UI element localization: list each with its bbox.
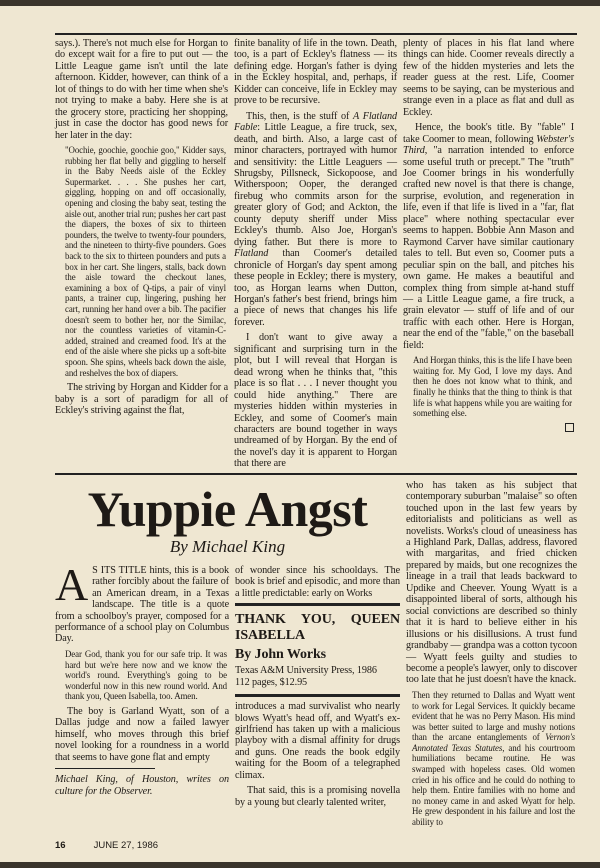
article-column-3 [406, 480, 577, 832]
byline: By Michael King [169, 536, 286, 556]
prev-article-column-3 [403, 38, 574, 432]
article-left-part [55, 475, 400, 808]
book-title: Flatland [234, 248, 269, 260]
book-title: Webster's Third [403, 133, 574, 157]
lead-paragraph [55, 558, 229, 645]
article-left-columns [55, 558, 400, 808]
text: Then they returned to Dallas and Wyatt went to work for Legal Services. It quickly became evident that he was no Perry Mason. His mind was better suited to large and mushy notions than the arcane entanglements of [412, 689, 575, 743]
end-of-article-mark [565, 423, 574, 432]
text: , "a narration intended to enforce some useful truth or precept." The "truth" Joe Coomer brings in his wonderfully crafted new novel is that there is change, surprise, evolution, and regeneration in life, even if that life is lived in a "far, flat place" where nothing spectacular ever seems to happen. Bobbie Ann Mason and Raymond Carver have similar cautionary tales to tell. But even so, Coomer puts a peculiar spin on the ball, and pitches his own game. He makes a beautiful and complex thing from simple at-hand stuff — a Little League game, a fire truck, a grain elevator — stuff of life and of our traffic with each other. Here is Horgan, near the end of the "fable," on the baseball field: [403, 145, 574, 351]
page-footer [55, 840, 577, 862]
paragraph [403, 122, 574, 351]
block-quote: And Horgan thinks, this is the life I have been waiting for. My God, I love my days. And then he does not know what to think, and finally he thinks that the thing to think is that life is what happens while you are waiting for something else. [413, 355, 572, 419]
block-quote [412, 690, 575, 828]
prev-article-column-2 [234, 38, 397, 470]
paragraph [234, 111, 397, 329]
text: : Little League, a fire truck, sex, death, and birth. Also, a large cast of minor characters, portrayed with humor and sensitivity: the Little Leaguers — Shrugsby, Pillsneck, Sickopoose, and Witherspoon; Ooper, the deranged firebug who commits arson for the greater glory of God; and Ackton, the county deputy sheriff under Miss Eckley's thumb. Also Joe, Horgan's dying father. But there is more to [234, 122, 397, 248]
article-column-1 [55, 558, 229, 797]
page-number: 16 [55, 839, 66, 851]
book-box-top-rule [235, 603, 400, 606]
article-column-2 [235, 565, 400, 808]
text: Hence, the book's title. By "fable" I take Coomer to mean, following [403, 122, 574, 145]
text: hints, this is a book rather forcibly about the failure of an American dream, in a Texas landscape. The title is a quote from a schoolboy's prayer, composed for a performance of a school play on Columbus Day. [55, 564, 229, 645]
text: This, then, is the stuff of [246, 110, 354, 122]
bio-rule [55, 768, 155, 769]
book-author: By John Works [235, 647, 327, 663]
paragraph: The boy is Garland Wyatt, son of a Dallas judge and now a failed lawyer himself, who moves through this brief novel looking for a roundness in a world that seems to have gone flat and empty [55, 705, 229, 763]
book-publisher: Texas A&M University Press, 1986 [235, 665, 377, 677]
paragraph: The striving by Horgan and Kidder for a baby is a sort of paradigm for all of Eckley's striving against the flat, [55, 382, 228, 417]
prev-article [55, 38, 577, 470]
article-title: Yuppie Angst [87, 480, 368, 537]
paragraph: That said, this is a promising novella by a young but clearly talented writer, [235, 785, 400, 808]
top-rule [55, 33, 577, 35]
issue-date: JUNE 27, 1986 [93, 839, 159, 851]
paragraph: of wonder since his schooldays. The book is brief and episodic, and more than a little predictable: early on Works [235, 564, 400, 599]
author-bio: Michael King, of Houston, writes on culture for the Observer. [55, 774, 229, 797]
prev-article-column-1 [55, 38, 228, 417]
text: , and his courtroom humiliations became routine. He was swamped with hopeless cases. Old women cried in his office and he could do nothing to help them. Entire families with no home and no money came in and asked Wyatt for help. He grew despondent in his failure and lost the ability to [412, 742, 575, 828]
article [55, 475, 577, 832]
book-info-box [235, 612, 400, 688]
paragraph: I don't want to give away a significant and surprising turn in the plot, but I will reveal that Horgan is dead wrong when he thinks that, "this place is so flat . . . I never thought you could hide anything." There are mysteries hidden within mysteries in Eckley, and some of Coomer's main characters are bound together in ways undreamed of by Horgan. By the end of the novel's day it is apparent to Horgan that there are [234, 332, 397, 470]
block-quote: "Oochie, goochie, goochie goo," Kidder says, rubbing her flat belly and giggling to herself in the Baby Needs aisle of the Eckley Supermarket. . . . She pushes her cart, giggling, hopping on and off occasionally, opening and closing the baby seat, testing the aisle out, another trial run; pushes her cart past the diapers, the boxes of six to thirteen pounders, the twelve to twenty-four pounders, and the nineteen to thirty-five pounders. Goes back to the six to thirteen pounders and puts a box in her cart. She lingers, stalls, back down the aisle toward the checkout lanes, examining a box of Q-tips, a pair of vinyl pants, a trainer cup, lingering, pushing her cart, running her hand over a bib. The pacifier doesn't seem to bother her, nor the Similac, nor the countless varieties of vitamin-C-added, strained and creamed food. It's at the end of the aisle where she picks up a soft-bite spoon. She spins, wheels back down the aisle, and reshelves the box of diapers. [65, 145, 226, 378]
book-title: Vernon's Annotated Texas Statutes [412, 732, 575, 753]
text: than Coomer's detailed chronicle of Horgan's day spent among these people in Eckley; there is mystery, too, as Horgan learns when Dutton, Horgan's father's best friend, brings him a piece of news that changes his life forever. [234, 248, 397, 328]
lead-caps: S ITS TITLE [92, 564, 147, 576]
book-details: 112 pages, $12.95 [235, 676, 308, 688]
page-bottom-edge [0, 862, 600, 868]
book-title: A Flatland Fable [234, 110, 397, 134]
paragraph: says.). There's not much else for Horgan to do except wait for a fire to put out — the Little League game isn't until the late afternoon. Kidder, however, can think of a lot of things to do with her time when she's not trying to make a baby. Here she is at the grocery store, practicing her shopping, just in case the doctor has good news for her later in the day: [55, 38, 228, 141]
paragraph: introduces a mad survivalist who nearly blows Wyatt's head off, and Wyatt's ex-girlfriend has taken up with a malicious playboy with a dismal affinity for drugs and guns. One reads the book edgily waiting for the Boom of a telegraphed climax. [235, 701, 400, 781]
paragraph: who has taken as his subject that contemporary suburban "malaise" so often touched upon in the last few years by editorialists and politicians as well as novelists. Works's cloud of uneasiness has a Highland Park, Dallas, address, flavored with margaritas, and fried chicken prepared by maids, but one recognizes the lineage in a trail that leads backward to Updike and Cheever. Young Wyatt is a disappointed liberal of sorts, although his social convictions are described so thinly that it is hard to believe either in his illusions or his disillusions. A trust fund grandbaby — grandpa was a cotton tycoon — Wyatt feels guilty and studies to become a people's lawyer, only to discover too late that he just doesn't have the knack. [406, 479, 577, 686]
drop-cap: A [55, 558, 89, 610]
paragraph: plenty of places in his flat land where things can hide. Coomer reveals directly a few of the hidden mysteries and lets the reader guess at the rest. Life, Coomer seems to be saying, can be mysterious and strange even in a place as flat and dull as Eckley. [403, 38, 574, 118]
book-box-bottom-rule [235, 694, 400, 697]
block-quote: Dear God, thank you for our safe trip. It was hard but we're here now and we know the world's round. Everything's going to be wonderful now in this new round world. And thank you, Queen Isabella, too. Amen. [65, 648, 227, 702]
book-title: THANK YOU, QUEEN ISABELLA [235, 612, 400, 644]
paragraph: finite banality of life in the town. Death, too, is a part of Eckley's flatness — its defining edge. Horgan's father is dying in the Eckley hospital, and, perhaps, if Kidder can conceive, life in Eckley may prove to be recursive. [234, 38, 397, 107]
